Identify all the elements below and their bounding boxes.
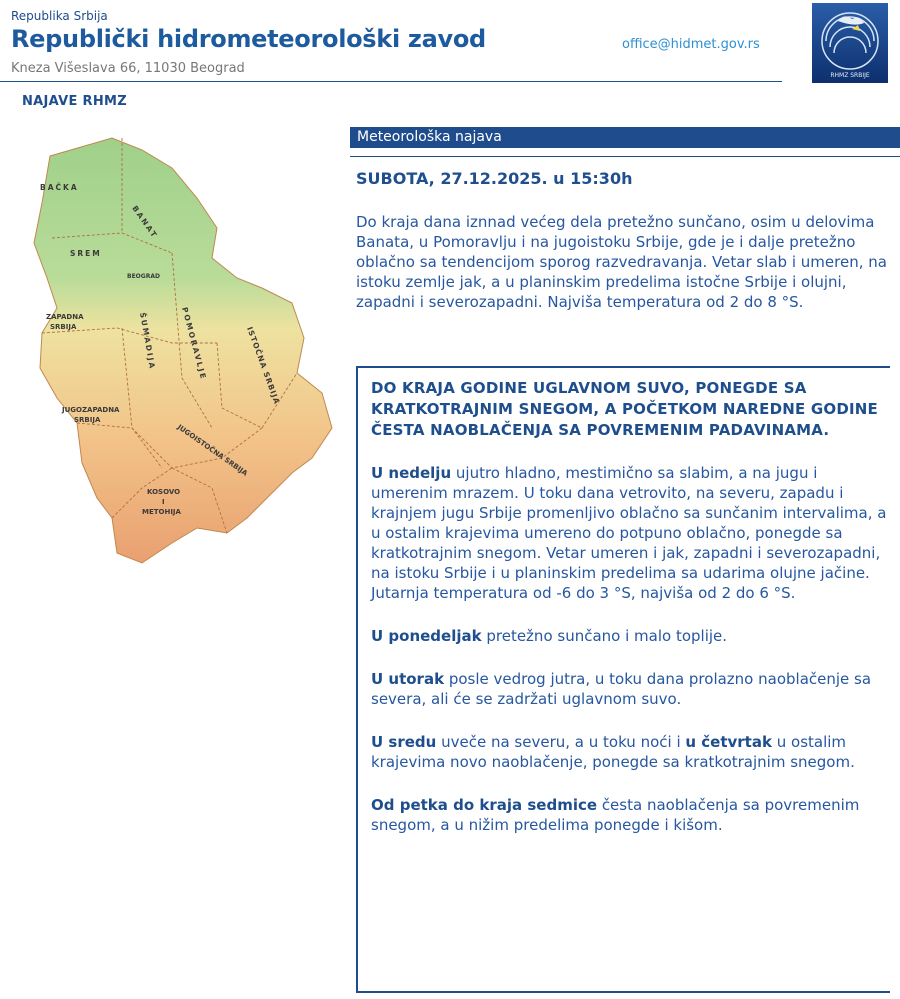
day-label: Od petka do kraja sedmice [371,796,598,814]
section-rule [350,156,900,157]
region-jugozapadna-srbija: SRBIJA [74,416,101,424]
outlook-box [356,366,890,993]
outlook-friday [371,795,891,835]
outlook-wednesday [371,732,891,772]
region-banat: BANAT [130,203,160,241]
forecast-text: Do kraja dana iznnad većeg dela pretežno sunčano, osim u delovima Banata, u Pomoravlju i na jugoistoku Srbije, gde je i dalje pretežno oblačno sa tendencijom sporog razvedravanja. Vetar slab i umeren, na istoku zemlje jak, a u planinskim predelima istočne Srbije i olujni, zapadni i severozapadni. Najviša temperatura od 2 do 8 °S. [356,213,887,311]
forecast-date: SUBOTA, 27.12.2025. u 15:30h [356,169,633,188]
region-kosovo: KOSOVO [147,488,181,496]
header-title[interactable]: Republički hidrometeorološki zavod [11,25,486,53]
day-text: uveče na severu, a u toku noći i [436,733,686,751]
region-jugozapadna: JUGOZAPADNA [62,406,120,414]
outlook-headline: DO KRAJA GODINE UGLAVNOM SUVO, PONEGDE SA KRATKOTRAJNIM SNEGOM, A POČETKOM NAREDNE GODINE ČESTA NAOBLAČENJA SA POVREMENIM PADAVINAMA. [371,379,878,439]
day-text: posle vedrog jutra, u toku dana prolazno naoblačenje sa severa, ali će se zadržati uglavnom suvo. [371,670,872,708]
region-srem: SREM [70,249,102,258]
region-beograd: BEOGRAD [127,273,160,280]
day-text: pretežno sunčano i malo toplije. [481,627,728,645]
region-jugoistocna-srbija: JUGOISTOČNA SRBIJA [175,423,249,478]
section-title-bar: Meteorološka najava [350,127,900,148]
header-address: Kneza Višeslava 66, 11030 Beograd [11,61,245,76]
day-text: u ostalim krajevima novo naoblačenje, ponegde sa kratkotrajnim snegom. [371,733,855,771]
najave-heading[interactable]: NAJAVE RHMZ [22,94,127,109]
logo-text: RHMZ SRBIJE [830,72,870,79]
header-divider [0,81,782,82]
serbia-outline [34,138,332,563]
rhmz-logo[interactable] [812,3,888,83]
day-label: U nedelju [371,464,452,482]
day-label: U sredu [371,733,437,751]
serbia-region-map[interactable] [22,128,334,580]
region-kosovo-i: I [162,498,165,506]
outlook-tuesday [371,669,891,709]
day-label: U ponedeljak [371,627,482,645]
outlook-sunday [371,463,891,603]
region-backa: BAČKA [40,183,79,192]
header-country: Republika Srbija [11,9,108,23]
day-label: U utorak [371,670,445,688]
region-metohija: METOHIJA [142,508,181,516]
region-zapadna: ZAPADNA [46,313,84,321]
region-zapadna-srbija: SRBIJA [50,323,77,331]
email-link[interactable]: office@hidmet.gov.rs [622,37,760,52]
region-istocna-srbija: ISTOČNA SRBIJA [245,325,282,406]
outlook-monday [371,626,891,646]
region-pomoravlje: POMORAVLJE [180,306,209,382]
day-text: česta naoblačenja sa povremenim snegom, a u nižim predelima ponegde i kišom. [371,796,860,834]
day-text: ujutro hladno, mestimično sa slabim, a na jugu i umerenim mrazem. U toku dana vetrovito, na severu, zapadu i krajnjem jugu Srbije promenljivo oblačno sa sunčanim intervalima, a u ostalim krajevima umereno do potpuno oblačno, ponegde sa kratkotrajnim snegom. Vetar umeren i jak, zapadni i severozapadni, na istoku Srbije i u planinskim predelima sa udarima olujne jačine. Jutarnja temperatura od -6 do 3 °S, najviša od 2 do 6 °S. [371,464,887,602]
region-sumadija: ŠUMADIJA [138,311,158,371]
day-label: u četvrtak [685,733,772,751]
